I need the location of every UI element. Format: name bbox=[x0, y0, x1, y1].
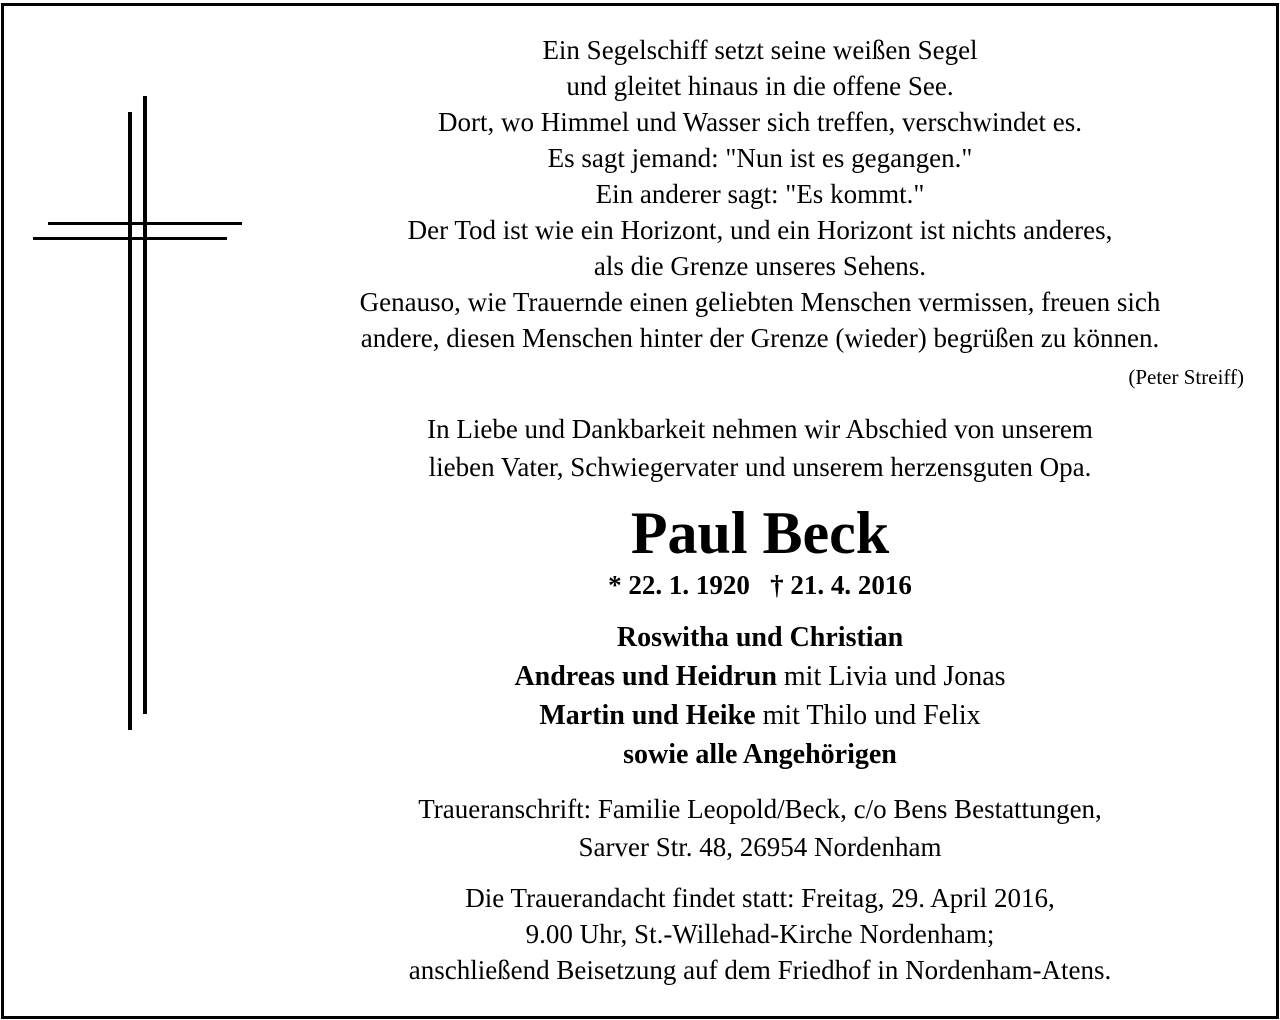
family-line bbox=[260, 657, 1260, 696]
family-children: mit Livia und Jonas bbox=[776, 661, 1006, 692]
poem-line: Ein anderer sagt: "Es kommt." bbox=[595, 179, 925, 209]
poem-line: Es sagt jemand: "Nun ist es gegangen." bbox=[547, 143, 973, 173]
cross-vertical-bar-left bbox=[128, 112, 132, 730]
service-line: anschließend Beisetzung auf dem Friedhof in Nordenham-Atens. bbox=[408, 955, 1112, 985]
family-children: mit Thilo und Felix bbox=[755, 700, 981, 731]
poem-line: Dort, wo Himmel und Wasser sich treffen, verschwindet es. bbox=[438, 107, 1082, 137]
mourning-address bbox=[260, 790, 1260, 866]
service-line: Die Trauerandacht findet statt: Freitag, 29. April 2016, bbox=[465, 883, 1055, 913]
poem-line: Der Tod ist wie ein Horizont, und ein Horizont ist nichts anderes, bbox=[407, 215, 1113, 245]
family-line bbox=[260, 735, 1260, 774]
address-line: Traueranschrift: Familie Leopold/Beck, c/o Bens Bestattungen, bbox=[418, 794, 1102, 824]
poem-line: Genauso, wie Trauernde einen geliebten Menschen vermissen, freuen sich bbox=[359, 287, 1161, 317]
family-names: sowie alle Angehörigen bbox=[623, 739, 897, 770]
cross-icon bbox=[0, 0, 260, 760]
service-info bbox=[260, 880, 1260, 988]
cross-horizontal-bar-top bbox=[48, 222, 242, 225]
deceased-name: Paul Beck bbox=[630, 500, 890, 566]
farewell-intro-line: In Liebe und Dankbarkeit nehmen wir Abschied von unserem bbox=[427, 414, 1093, 444]
poem-line: andere, diesen Menschen hinter der Grenze (wieder) begrüßen zu können. bbox=[360, 323, 1160, 353]
farewell-intro-line: lieben Vater, Schwiegervater und unserem herzensguten Opa. bbox=[428, 452, 1092, 482]
poem bbox=[270, 32, 1250, 356]
family-signatures bbox=[260, 618, 1260, 774]
address-line: Sarver Str. 48, 26954 Nordenham bbox=[578, 832, 942, 862]
farewell-intro bbox=[260, 410, 1260, 486]
family-names: Martin und Heike bbox=[539, 700, 756, 731]
poem-attribution: (Peter Streiff) bbox=[1128, 365, 1244, 389]
cross-vertical-bar-right bbox=[143, 96, 147, 714]
service-line: 9.00 Uhr, St.-Willehad-Kirche Nordenham; bbox=[525, 919, 995, 949]
poem-line: als die Grenze unseres Sehens. bbox=[593, 251, 927, 281]
life-dates: * 22. 1. 1920 † 21. 4. 2016 bbox=[608, 570, 912, 600]
family-line bbox=[260, 696, 1260, 735]
family-line bbox=[260, 618, 1260, 657]
family-names: Roswitha und Christian bbox=[616, 622, 904, 653]
cross-horizontal-bar-bottom bbox=[33, 237, 227, 240]
poem-line: und gleitet hinaus in die offene See. bbox=[566, 71, 954, 101]
family-names: Andreas und Heidrun bbox=[514, 661, 777, 692]
poem-line: Ein Segelschiff setzt seine weißen Segel bbox=[542, 35, 978, 65]
